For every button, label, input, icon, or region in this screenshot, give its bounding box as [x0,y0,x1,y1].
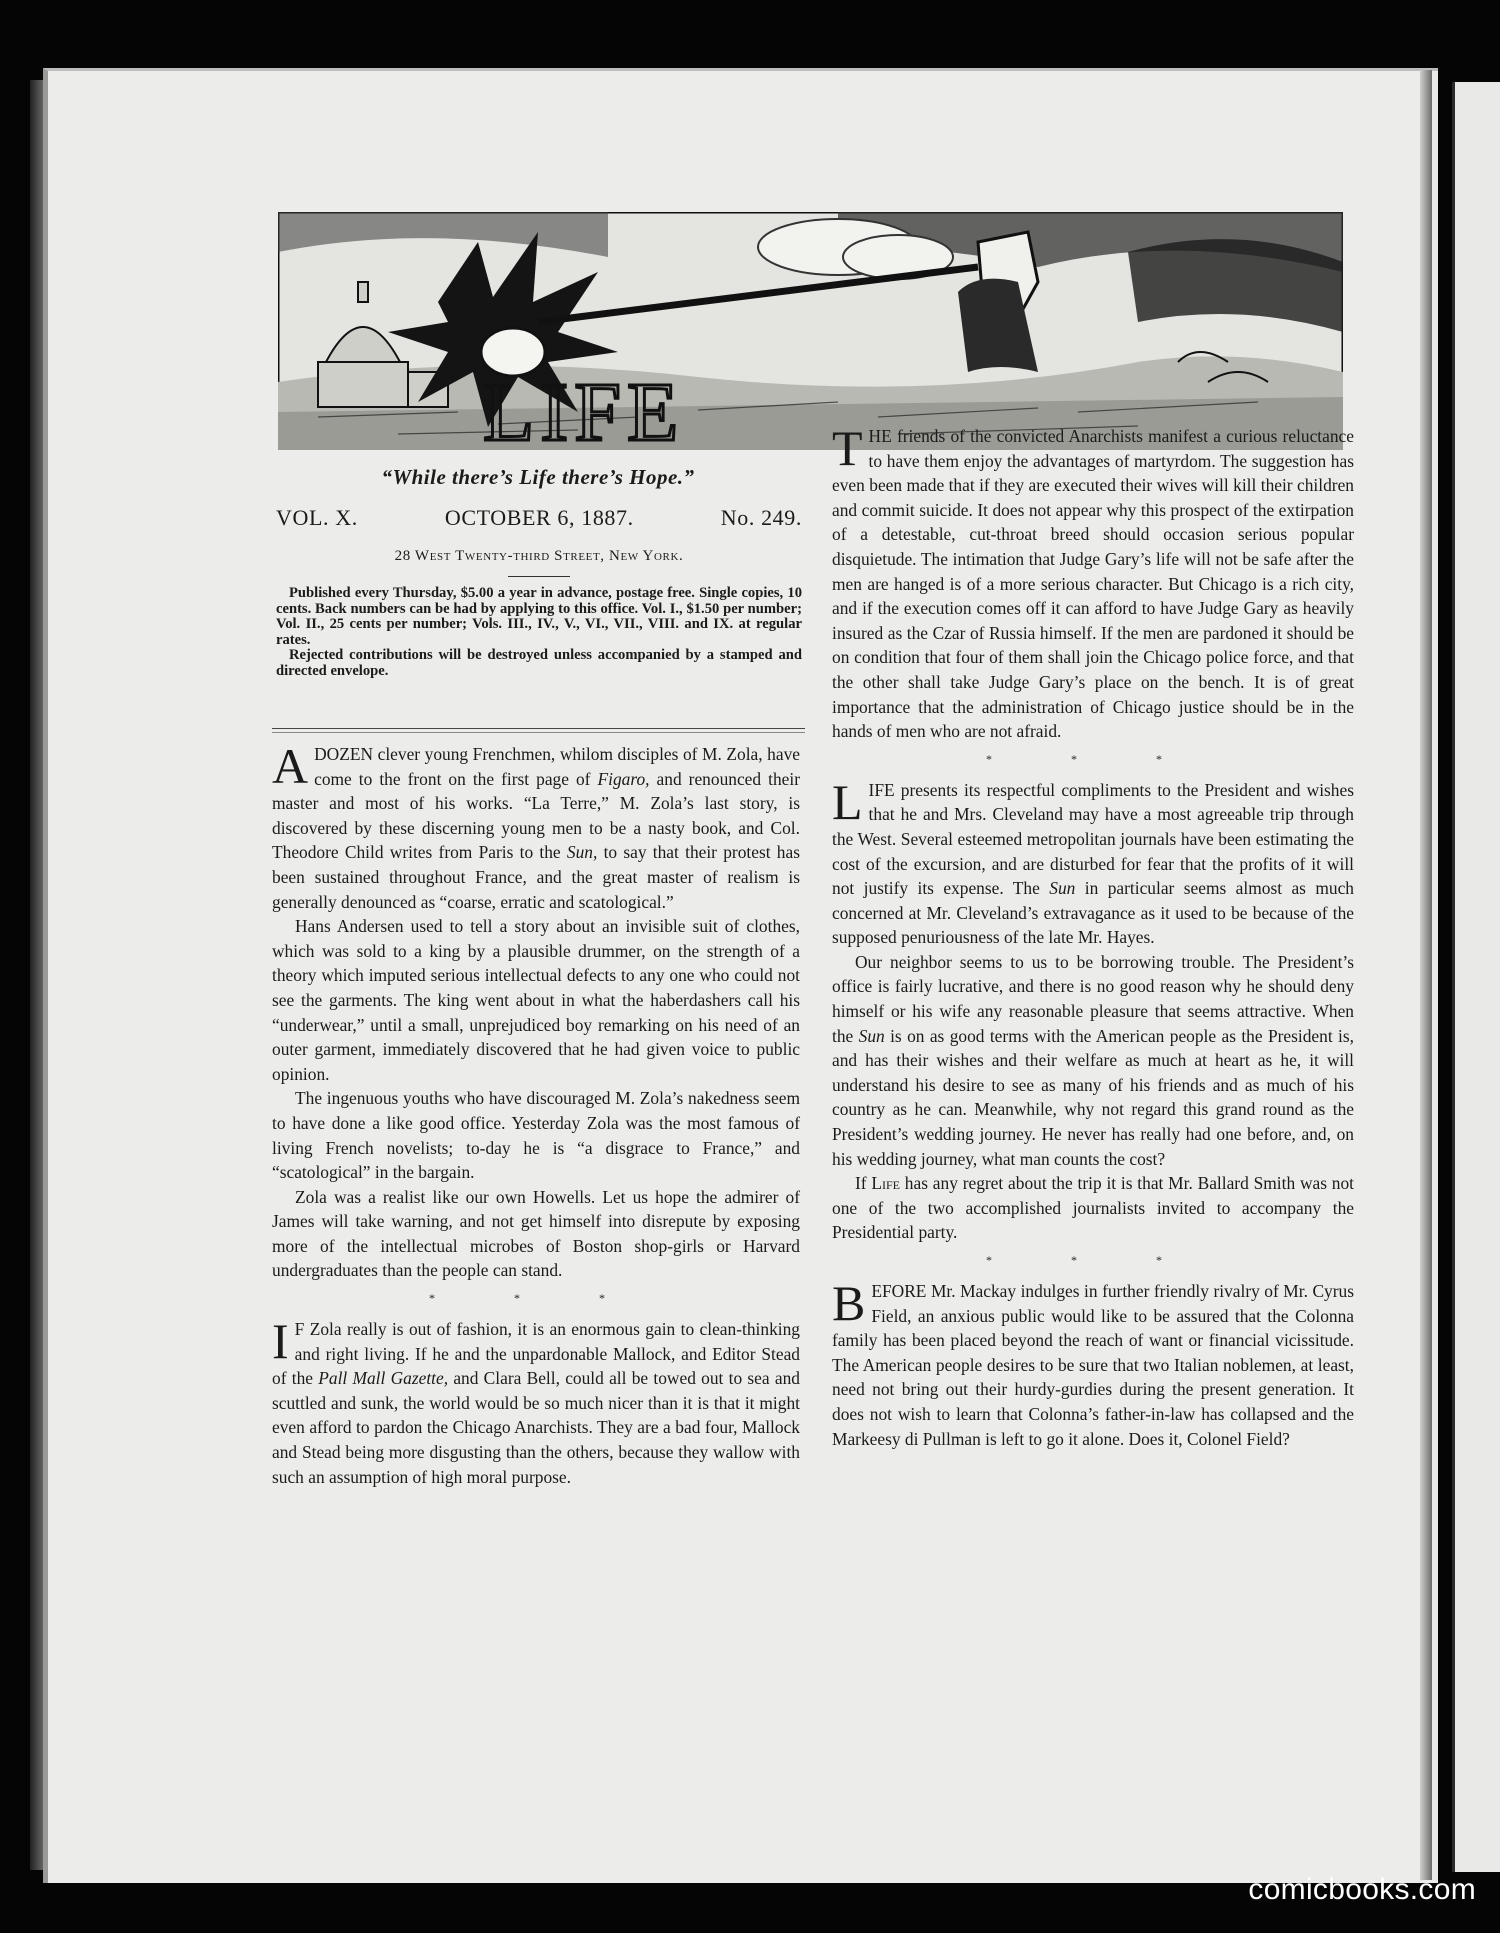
masthead-logo: LIFE [483,366,685,450]
drop-cap: L [832,773,863,830]
section-stars: * * * [986,1253,1200,1267]
italic-title: Pall Mall Gazette, [318,1368,449,1389]
section-stars: * * * [986,751,1200,766]
facing-page-edge [1452,82,1500,1872]
section-stars: * * * [429,1291,643,1306]
italic-title: Sun, [566,842,598,863]
issue-number: No. 249. [720,505,802,530]
text-run: If [855,1173,872,1194]
issue-date: OCTOBER 6, 1887. [444,505,634,530]
article-president-trip [832,773,1355,950]
publisher-address: 28 West Twenty-third Street, New York. [394,548,684,564]
section-rule-thin [272,732,805,733]
right-column [832,420,1355,1451]
page-edge-shadow [30,80,44,1870]
article-mackay-field [832,1275,1354,1451]
text-run: EFORE Mr. Mackay indulges in further friendly rivalry of Mr. Cyrus Field, an anxious public would like to be assured that the Colonna family has been placed beyond the reach of want or financial vicissitude. The American people desires to be sure that two Italian noblemen, at least, need not bring out their hurdy-gurdies during the present generation. It does not wish to learn that Colonna’s father-in-law has collapsed and the Markeesy di Pullman is left to go it alone. Does it, Colonel Field? [832,1281,1354,1449]
contributions-notice: Rejected contributions will be destroyed unless accompanied by a stamped and directed envelope. [276,647,802,679]
text-run: IFE presents its respectful compliments to the President and wishes that he and Mrs. Cleveland may have a most agreeable trip through the West. Several esteemed metropolitan journals have been estimating the cost of the excursion, and are disturbed for fear that the profits of it will not justify its expense. The [832,779,1354,899]
article-zola-paragraph [272,738,800,914]
masthead-motto: “While there’s Life there’s Hope.” [381,465,695,489]
section-rule [272,728,805,729]
text-run: Our neighbor seems to us to be borrowing trouble. The President’s office is fairly lucrative, and there is no good reason why he should deny himself or his wife any reasonable pleasure that seems attractive. When the [832,951,1354,1046]
publication-terms: Published every Thursday, $5.00 a year in advance, postage free. Single copies, 10 cents. Back numbers can be had by applying to this office. Vol. I., $1.50 per number; Vol. II., 25 cents per number; Vols. III., IV., V., VI., VII., VIII. and IX. at regular rates. [276,585,802,648]
drop-cap: I [272,1313,289,1370]
volume-label: VOL. X. [276,505,358,530]
text-run: and renounced their master and most of his works. “La Terre,” M. Zola’s last story, is discovered by these discerning young men to be a nasty book, and Col. Theodore Child writes from Paris to the [272,768,800,863]
drop-cap: B [832,1275,866,1331]
italic-title: Sun [1049,878,1076,899]
masthead-illustration [278,212,1343,450]
text-run: clever young Frenchmen, whilom disciples of M. Zola, have come to the front on the first page of [314,744,800,789]
lead-word: DOZEN [314,744,374,764]
text-run: is on as good terms with the American people as the President is, and has their wishes and their welfare as much at heart as he, it will understand his desire to see as many of his friends and as much of his country as he can. Meanwhile, why not regard this grand round as the President’s wedding journey. He never has really had one before, and, on his wedding journey, what man counts the cost? [832,1025,1355,1169]
article-paragraph: Zola was a realist like our own Howells. Let us hope the admirer of James will take warning, and not get himself into disrepute by exposing more of the intellectual microbes of Boston shop-girls or Harvard undergraduates than the people can stand. [272,1186,800,1281]
publication-notes [276,586,802,680]
article-zola-fashion [272,1313,800,1489]
article-paragraph: The ingenuous youths who have discouraged M. Zola’s nakedness seem to have done a like good office. Yesterday Zola was the most famous of living French novelists; to-day he is “a disgrace to France,” and “scatological” in the bargain. [272,1088,800,1183]
text-run: has any regret about the trip it is that Mr. Ballard Smith was not one of the two accomplished journalists invited to accompany the Presidential party. [832,1173,1355,1243]
text-run: F Zola really is out of fashion, it is an enormous gain to clean-thinking and right living. If he and the unpardonable Mallock, and Editor Stead of the [272,1319,800,1389]
text-run: in particular seems almost as much concerned at Mr. Cleveland’s extravagance as it used to be because of the supposed penuriousness of the late Mr. Hayes. [832,878,1355,948]
article-paragraph [832,1171,1354,1245]
article-anarchists [832,420,1354,744]
text-run: and Clara Bell, could all be towed out to sea and scuttled and sunk, the world would be so much nicer than it is that it might even afford to pardon the Chicago Anarchists. They are a bad four, Mallock and Stead being more disgusting than the others, because they wallow with such an assumption of high moral purpose. [272,1368,800,1487]
small-caps-name: Life [871,1173,901,1194]
drop-cap: T [832,420,863,476]
site-watermark: comicbooks.com [1248,1873,1476,1906]
book-spine [1420,70,1432,1880]
article-paragraph [832,950,1354,1171]
address-rule [508,576,570,577]
left-column [272,738,800,1489]
text-run: to say that their protest has been sustained throughout France, and the great master of realism is generally denounced as “coarse, erratic and scatological.” [272,842,800,912]
text-run: HE friends of the convicted Anarchists manifest a curious reluctance to have them enjoy the advantages of martyrdom. The suggestion has even been made that if they are executed their wives will kill their children and commit suicide. It does not appear why this prospect of the extirpation of a detestable, cut-throat breed should occasion serious popular disquietude. The intimation that Judge Gary’s life will not be safe after the men are hanged is of a more serious character. But Chicago is a rich city, and if the execution comes off it can afford to have Judge Gary as heavily insured as the Czar of Russia himself. If the men are pardoned it should be on condition that four of them shall join the Chicago police force, and that the other shall take Judge Gary’s place on the bench. It is of great importance that the administration of Chicago justice should be in the hands of men who are not afraid. [832,426,1354,742]
italic-title: Sun [858,1025,885,1046]
article-paragraph: Hans Andersen used to tell a story about an invisible suit of clothes, which was sold to a king by a plausible drummer, on the strength of a theory which imputed serious intellectual defects to any one who could not see the garments. The king went about in what the haberdashers call his “underwear,” until a small, unprejudiced boy remarking on his need of an outer garment, immediately discovered that he had given voice to public opinion. [272,916,800,1084]
drop-cap: A [272,738,309,794]
italic-title: Figaro, [597,768,650,789]
issue-line [276,505,802,531]
